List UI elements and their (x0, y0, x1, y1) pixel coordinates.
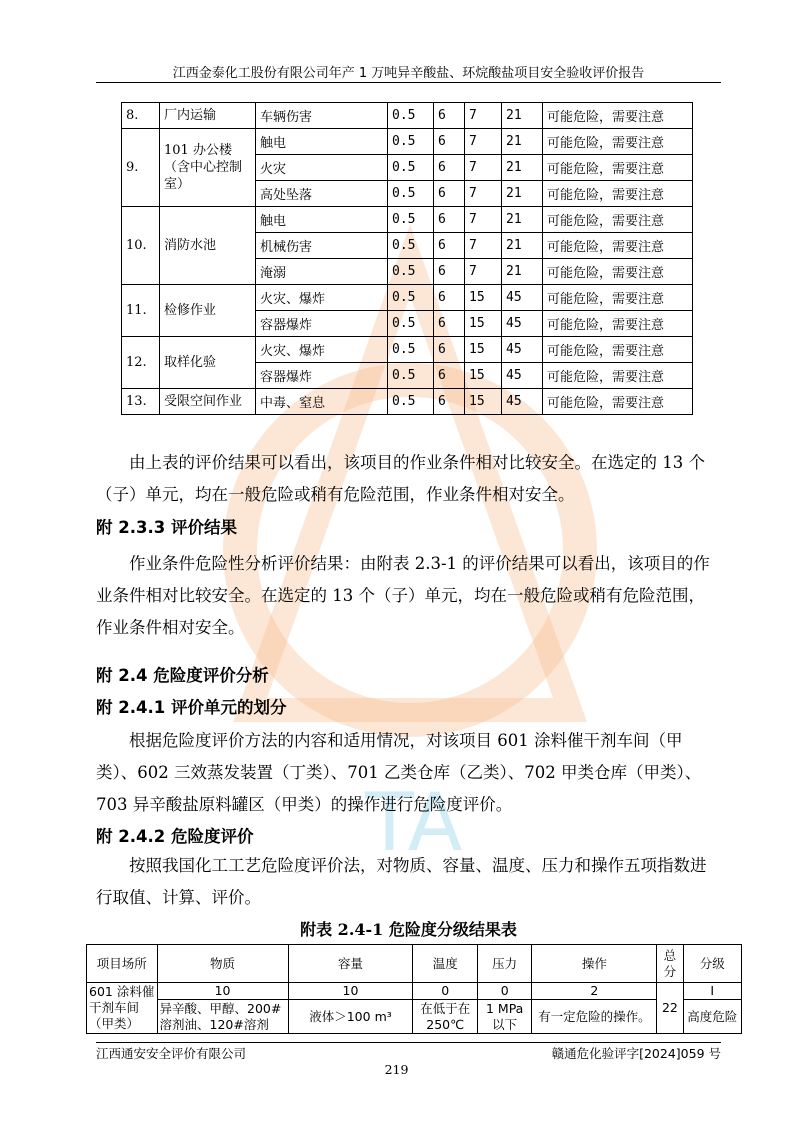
cell-operation-desc: 有一定危险的操作。 (532, 1000, 657, 1034)
unit-name: 消防水池 (160, 207, 256, 285)
hazard-name: 高处坠落 (256, 181, 388, 207)
value-e: 6 (434, 389, 465, 415)
value-l: 0.5 (388, 363, 434, 389)
footer-report-number: 赣通危化验评字[2024]059 号 (551, 1046, 721, 1061)
page-number: 219 (384, 1062, 409, 1077)
footer-company: 江西通安安全评价有限公司 (96, 1046, 247, 1061)
value-c: 7 (465, 259, 502, 285)
value-l: 0.5 (388, 285, 434, 311)
paragraph-3: 根据危险度评价方法的内容和适用情况，对该项目 601 涂料催干剂车间（甲类）、602 三效蒸发装置（丁类）、701 乙类仓库（乙类）、702 甲类仓库（甲类）、703 异辛酸盐原料罐区（甲类）的操作进行危险度评价。 (96, 731, 702, 814)
header-rule (96, 82, 721, 83)
cell-temperature-desc: 在低于在 250℃ (413, 1000, 477, 1034)
cell-grade-desc: 高度危险 (683, 1000, 741, 1034)
page-header: 江西金泰化工股份有限公司年产 1 万吨异辛酸盐、环烷酸盐项目安全验收评价报告 (172, 66, 645, 81)
header-grade: 分级 (683, 945, 741, 983)
header-operation: 操作 (532, 945, 657, 983)
cell-operation-score: 2 (532, 983, 657, 1000)
risk-level: 可能危险，需要注意 (543, 337, 693, 363)
table-row (122, 103, 693, 129)
value-c: 15 (465, 363, 502, 389)
cell-capacity-score: 10 (288, 983, 413, 1000)
risk-level: 可能危险，需要注意 (543, 181, 693, 207)
unit-name: 101 办公楼（含中心控制室） (160, 129, 256, 207)
table-row (122, 207, 693, 233)
value-d: 21 (502, 207, 543, 233)
value-e: 6 (434, 337, 465, 363)
value-l: 0.5 (388, 181, 434, 207)
value-d: 21 (502, 259, 543, 285)
section-heading-2-3-3: 附 2.3.3 评价结果 (96, 518, 237, 537)
value-c: 7 (465, 129, 502, 155)
paragraph-1: 由上表的评价结果可以看出，该项目的作业条件相对比较安全。在选定的 13 个（子）单元，均在一般危险或稍有危险范围，作业条件相对安全。 (96, 453, 705, 504)
value-e: 6 (434, 363, 465, 389)
value-e: 6 (434, 129, 465, 155)
cell-total: 22 (657, 983, 683, 1034)
table-row (122, 129, 693, 155)
value-l: 0.5 (388, 233, 434, 259)
value-d: 45 (502, 389, 543, 415)
cell-grade-num: I (683, 983, 741, 1000)
value-e: 6 (434, 207, 465, 233)
value-e: 6 (434, 311, 465, 337)
hazard-name: 火灾、爆炸 (256, 285, 388, 311)
risk-level: 可能危险，需要注意 (543, 129, 693, 155)
value-d: 45 (502, 285, 543, 311)
hazard-name: 触电 (256, 207, 388, 233)
value-c: 7 (465, 233, 502, 259)
value-l: 0.5 (388, 311, 434, 337)
value-d: 45 (502, 363, 543, 389)
value-d: 45 (502, 337, 543, 363)
risk-level: 可能危险，需要注意 (543, 103, 693, 129)
value-l: 0.5 (388, 259, 434, 285)
value-e: 6 (434, 103, 465, 129)
section-heading-2-4-2: 附 2.4.2 危险度评价 (96, 827, 254, 846)
header-total: 总分 (657, 945, 683, 983)
value-l: 0.5 (388, 103, 434, 129)
cell-substance-score: 10 (157, 983, 288, 1000)
header-capacity: 容量 (288, 945, 413, 983)
table-row (122, 285, 693, 311)
hazard-name: 容器爆炸 (256, 311, 388, 337)
header-substance: 物质 (157, 945, 288, 983)
table-row (122, 337, 693, 363)
risk-level: 可能危险，需要注意 (543, 259, 693, 285)
value-e: 6 (434, 259, 465, 285)
risk-level: 可能危险，需要注意 (543, 311, 693, 337)
footer-rule (96, 1042, 721, 1043)
hazard-name: 容器爆炸 (256, 363, 388, 389)
risk-level: 可能危险，需要注意 (543, 207, 693, 233)
value-c: 15 (465, 337, 502, 363)
value-c: 7 (465, 207, 502, 233)
paragraph-4: 按照我国化工工艺危险度评价法，对物质、容量、温度、压力和操作五项指数进行取值、计算、评价。 (96, 856, 707, 907)
value-c: 15 (465, 311, 502, 337)
hazard-name: 淹溺 (256, 259, 388, 285)
value-d: 21 (502, 129, 543, 155)
hazard-name: 机械伤害 (256, 233, 388, 259)
value-l: 0.5 (388, 207, 434, 233)
header-site: 项目场所 (87, 945, 158, 983)
hazard-name: 触电 (256, 129, 388, 155)
unit-name: 取样化验 (160, 337, 256, 389)
header-pressure: 压力 (477, 945, 531, 983)
unit-number: 10. (122, 207, 160, 285)
value-d: 45 (502, 311, 543, 337)
risk-grade-table (86, 944, 742, 1034)
header-temperature: 温度 (413, 945, 477, 983)
cell-temperature-score: 0 (413, 983, 477, 1000)
risk-level: 可能危险，需要注意 (543, 233, 693, 259)
value-c: 15 (465, 285, 502, 311)
value-e: 6 (434, 285, 465, 311)
hazard-table (121, 102, 693, 415)
unit-name: 受限空间作业 (160, 389, 256, 415)
risk-level: 可能危险，需要注意 (543, 389, 693, 415)
hazard-name: 中毒、窒息 (256, 389, 388, 415)
cell-pressure-score: 0 (477, 983, 531, 1000)
section-heading-2-4: 附 2.4 危险度评价分析 (96, 666, 269, 685)
value-l: 0.5 (388, 389, 434, 415)
risk-level: 可能危险，需要注意 (543, 155, 693, 181)
unit-name: 厂内运输 (160, 103, 256, 129)
value-e: 6 (434, 155, 465, 181)
hazard-name: 车辆伤害 (256, 103, 388, 129)
value-l: 0.5 (388, 155, 434, 181)
table-caption: 附表 2.4-1 危险度分级结果表 (300, 920, 517, 939)
value-c: 7 (465, 103, 502, 129)
risk-level: 可能危险，需要注意 (543, 285, 693, 311)
value-d: 21 (502, 155, 543, 181)
value-c: 7 (465, 181, 502, 207)
value-d: 21 (502, 233, 543, 259)
value-e: 6 (434, 181, 465, 207)
table-row (122, 389, 693, 415)
hazard-name: 火灾 (256, 155, 388, 181)
value-c: 15 (465, 389, 502, 415)
section-heading-2-4-1: 附 2.4.1 评价单元的划分 (96, 698, 287, 717)
unit-name: 检修作业 (160, 285, 256, 337)
unit-number: 9. (122, 129, 160, 207)
cell-capacity-desc: 液体＞100 m³ (288, 1000, 413, 1034)
unit-number: 12. (122, 337, 160, 389)
svg-text:TA: TA (365, 776, 463, 869)
cell-substance-desc: 异辛酸、甲醇、200#溶剂油、120#溶剂 (157, 1000, 288, 1034)
cell-pressure-desc: 1 MPa 以下 (477, 1000, 531, 1034)
cell-site: 601 涂料催干剂车间（甲类） (87, 983, 158, 1034)
unit-number: 8. (122, 103, 160, 129)
paragraph-2: 作业条件危险性分析评价结果：由附表 2.3-1 的评价结果可以看出，该项目的作业条件相对比较安全。在选定的 13 个（子）单元，均在一般危险或稍有危险范围，作业条件相对安全。 (96, 554, 710, 637)
value-c: 7 (465, 155, 502, 181)
value-l: 0.5 (388, 129, 434, 155)
risk-level: 可能危险，需要注意 (543, 363, 693, 389)
hazard-name: 火灾、爆炸 (256, 337, 388, 363)
unit-number: 11. (122, 285, 160, 337)
value-l: 0.5 (388, 337, 434, 363)
value-d: 21 (502, 103, 543, 129)
value-d: 21 (502, 181, 543, 207)
unit-number: 13. (122, 389, 160, 415)
value-e: 6 (434, 233, 465, 259)
